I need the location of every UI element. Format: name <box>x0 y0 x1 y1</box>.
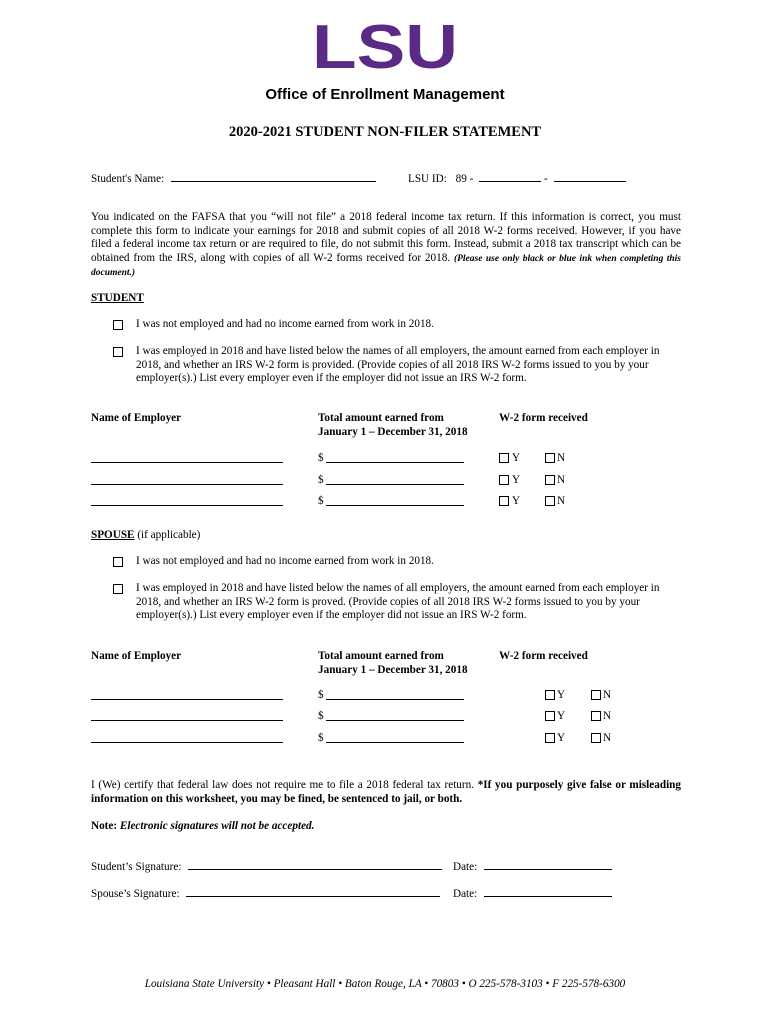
student-date-label: Date: <box>453 861 478 873</box>
w2-no-checkbox[interactable] <box>591 733 601 743</box>
intro-note: (Please use only black or blue ink when completing this document.) <box>91 253 682 278</box>
w2-no-checkbox[interactable] <box>591 690 601 700</box>
dollar-sign: $ <box>318 495 324 507</box>
spouse-date-field[interactable] <box>484 886 612 897</box>
spouse-signature-label: Spouse’s Signature: <box>91 888 180 900</box>
student-name-label: Student's Name: <box>91 173 165 185</box>
w2-yes-checkbox[interactable] <box>545 711 555 721</box>
spouse-heading: SPOUSE <box>91 529 135 541</box>
dollar-sign: $ <box>318 732 324 744</box>
note-label: Note: <box>91 820 118 832</box>
student-col-w2: W-2 form received <box>499 412 588 424</box>
lsu-logo <box>311 22 459 72</box>
employer-field[interactable] <box>91 699 283 700</box>
spouse-signature-field[interactable] <box>186 886 440 897</box>
dollar-sign: $ <box>318 452 324 464</box>
w2-yes-label: Y <box>512 474 521 486</box>
spouse-date-row <box>453 886 612 901</box>
student-signature-label: Student’s Signature: <box>91 861 182 873</box>
amount-field[interactable] <box>326 462 464 463</box>
w2-no-label: N <box>603 710 612 722</box>
certify-warning: *If you purposely give false or misleading information on this worksheet, you may be fined, be sentenced to jail, or both. <box>91 779 681 805</box>
w2-yes-label: Y <box>557 710 566 722</box>
lsu-id-field-2[interactable] <box>554 171 626 182</box>
spouse-col-amount-2: January 1 – December 31, 2018 <box>318 664 468 676</box>
spouse-heading-row <box>91 528 200 542</box>
spouse-heading-suffix: (if applicable) <box>137 529 201 541</box>
office-title: Office of Enrollment Management <box>265 86 505 103</box>
intro-paragraph <box>91 211 681 281</box>
spouse-signature-row <box>91 886 440 901</box>
employer-field[interactable] <box>91 484 283 485</box>
w2-no-label: N <box>557 495 566 507</box>
student-name-field[interactable] <box>171 171 376 182</box>
note-text: Electronic signatures will not be accepted. <box>119 820 315 832</box>
w2-no-checkbox[interactable] <box>591 711 601 721</box>
student-not-employed-checkbox[interactable] <box>113 320 123 330</box>
student-col-amount-2: January 1 – December 31, 2018 <box>318 426 468 438</box>
student-col-amount-1: Total amount earned from <box>318 412 444 424</box>
student-signature-row <box>91 859 442 874</box>
lsu-id-dash: - <box>543 173 548 185</box>
w2-yes-label: Y <box>557 689 566 701</box>
w2-yes-checkbox[interactable] <box>499 496 509 506</box>
w2-yes-checkbox[interactable] <box>545 733 555 743</box>
w2-yes-checkbox[interactable] <box>499 453 509 463</box>
spouse-col-employer: Name of Employer <box>91 650 182 662</box>
w2-no-label: N <box>603 732 612 744</box>
student-name-row <box>91 171 376 186</box>
employer-field[interactable] <box>91 462 283 463</box>
student-date-row <box>453 859 612 874</box>
w2-yes-label: Y <box>512 452 521 464</box>
employer-field[interactable] <box>91 505 283 506</box>
spouse-not-employed-checkbox[interactable] <box>113 557 123 567</box>
w2-no-checkbox[interactable] <box>545 475 555 485</box>
svg-text:LSU: LSU <box>312 22 458 72</box>
w2-no-checkbox[interactable] <box>545 453 555 463</box>
lsu-id-prefix: 89 - <box>455 173 474 185</box>
w2-no-checkbox[interactable] <box>545 496 555 506</box>
w2-no-label: N <box>557 474 566 486</box>
lsu-id-label: LSU ID: <box>408 173 447 185</box>
amount-field[interactable] <box>326 720 464 721</box>
spouse-option-not-employed: I was not employed and had no income earned from work in 2018. <box>136 555 434 567</box>
note-row <box>91 819 314 833</box>
w2-no-label: N <box>557 452 566 464</box>
spouse-option-employed: I was employed in 2018 and have listed below the names of all employers, the amount earned from each employer in 2018, and whether an IRS W-2 form is proved. (Provide copies of all 2018 IRS W-2 forms issued to you by your employer(s).) List every employer even if the employer did not issue an IRS W-2 form. <box>136 582 660 621</box>
w2-yes-label: Y <box>512 495 521 507</box>
form-title: 2020-2021 STUDENT NON-FILER STATEMENT <box>228 124 542 140</box>
employer-field[interactable] <box>91 742 283 743</box>
lsu-id-row <box>408 171 626 186</box>
amount-field[interactable] <box>326 484 464 485</box>
spouse-col-amount-1: Total amount earned from <box>318 650 444 662</box>
certify-text: I (We) certify that federal law does not require me to file a 2018 federal tax return. <box>91 779 475 791</box>
w2-no-label: N <box>603 689 612 701</box>
spouse-employed-checkbox[interactable] <box>113 584 123 594</box>
student-heading: STUDENT <box>91 292 144 304</box>
dollar-sign: $ <box>318 710 324 722</box>
amount-field[interactable] <box>326 699 464 700</box>
student-option-employed: I was employed in 2018 and have listed below the names of all employers, the amount earned from each employer in 2018, and whether an IRS W-2 form is provided. (Provide copies of all 2018 IRS W-2 forms issued to you by your employer(s).) List every employer even if the employer did not issue an IRS W-2 form. <box>136 345 660 384</box>
student-date-field[interactable] <box>484 859 612 870</box>
lsu-id-field-1[interactable] <box>479 171 541 182</box>
spouse-col-w2: W-2 form received <box>499 650 588 662</box>
student-signature-field[interactable] <box>188 859 442 870</box>
student-employed-checkbox[interactable] <box>113 347 123 357</box>
spouse-date-label: Date: <box>453 888 478 900</box>
student-option-not-employed: I was not employed and had no income earned from work in 2018. <box>136 318 434 330</box>
student-col-employer: Name of Employer <box>91 412 182 424</box>
w2-yes-label: Y <box>557 732 566 744</box>
amount-field[interactable] <box>326 505 464 506</box>
w2-yes-checkbox[interactable] <box>499 475 509 485</box>
dollar-sign: $ <box>318 474 324 486</box>
footer-address: Louisiana State University • Pleasant Hall • Baton Rouge, LA • 70803 • O 225-578-3103 • F 225-578-6300 <box>144 978 626 990</box>
amount-field[interactable] <box>326 742 464 743</box>
dollar-sign: $ <box>318 689 324 701</box>
certification-paragraph <box>91 779 681 806</box>
intro-text: You indicated on the FAFSA that you “will not file” a 2018 federal income tax return. If this information is correct, you must complete this form to indicate your earnings for 2018 and submit copies of all 2018 W-2 forms received. However, if you have filed a federal income tax return or are required to file, do not submit this form. Instead, submit a 2018 tax transcript which can be obtained from the IRS, along with copies of all W-2 forms received for 2018. <box>91 211 681 264</box>
w2-yes-checkbox[interactable] <box>545 690 555 700</box>
employer-field[interactable] <box>91 720 283 721</box>
